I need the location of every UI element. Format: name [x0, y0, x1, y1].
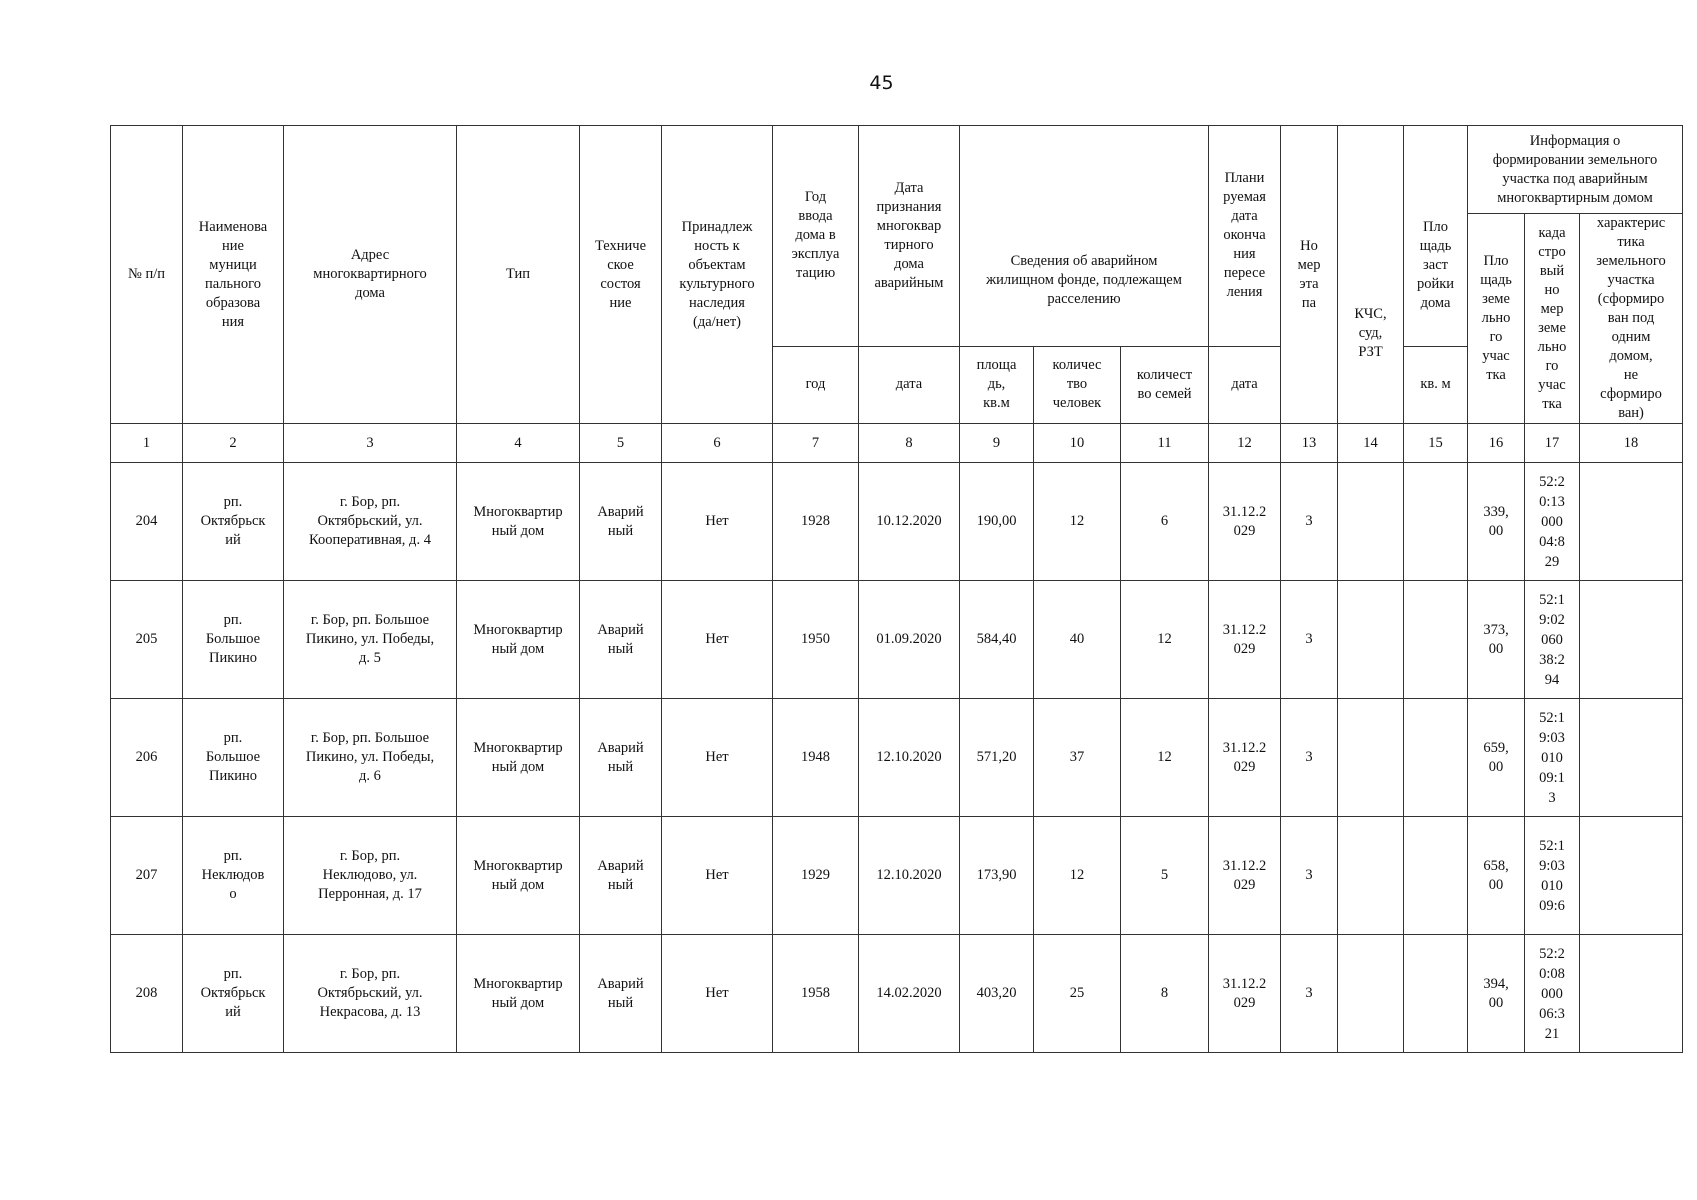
column-number: 18 [1580, 424, 1683, 463]
column-number: 8 [859, 424, 960, 463]
address: г. Бор, рп. Октябрьский, ул. Некрасова, д. 13 [284, 935, 457, 1053]
people-count: 40 [1034, 581, 1121, 699]
year-built: 1958 [773, 935, 859, 1053]
planned-date: 31.12.2 029 [1209, 699, 1281, 817]
table-row [111, 699, 1683, 817]
column-number: 16 [1468, 424, 1525, 463]
heritage: Нет [662, 581, 773, 699]
year-built: 1929 [773, 817, 859, 935]
build-area [1404, 463, 1468, 581]
subheader-year: год [773, 346, 859, 423]
kchs-basis [1338, 817, 1404, 935]
planned-date: 31.12.2 029 [1209, 817, 1281, 935]
heritage: Нет [662, 817, 773, 935]
column-number: 13 [1281, 424, 1338, 463]
column-number: 2 [183, 424, 284, 463]
header-cadastral: када стро вый но мер земе льно го учас тка [1525, 214, 1580, 424]
stage-number: 3 [1281, 817, 1338, 935]
tech-state: Аварий ный [580, 935, 662, 1053]
recognition-date: 01.09.2020 [859, 581, 960, 699]
column-number: 1 [111, 424, 183, 463]
header-kchs: КЧС, суд, РЗТ [1338, 126, 1404, 424]
tech-state: Аварий ный [580, 817, 662, 935]
family-count: 6 [1121, 463, 1209, 581]
page-number: 45 [869, 72, 894, 94]
tech-state: Аварий ный [580, 581, 662, 699]
column-number-row [111, 424, 1683, 463]
column-number: 7 [773, 424, 859, 463]
kchs-basis [1338, 581, 1404, 699]
municipality: рп. Октябрьск ий [183, 935, 284, 1053]
table-body [111, 463, 1683, 1053]
year-built: 1928 [773, 463, 859, 581]
column-number: 11 [1121, 424, 1209, 463]
column-number: 4 [457, 424, 580, 463]
column-number: 14 [1338, 424, 1404, 463]
subheader-area: площа дь, кв.м [960, 346, 1034, 423]
land-characteristic [1580, 817, 1683, 935]
land-area: 394, 00 [1468, 935, 1525, 1053]
municipality: рп. Неклюдов о [183, 817, 284, 935]
land-area: 658, 00 [1468, 817, 1525, 935]
house-type: Многоквартир ный дом [457, 699, 580, 817]
recognition-date: 12.10.2020 [859, 817, 960, 935]
land-area: 339, 00 [1468, 463, 1525, 581]
row-index: 208 [111, 935, 183, 1053]
land-characteristic [1580, 935, 1683, 1053]
header-recognition-date: Дата признания многоквар тирного дома аварийным [859, 126, 960, 347]
header-planned-date: Плани руемая дата оконча ния пересе ления [1209, 126, 1281, 347]
family-count: 5 [1121, 817, 1209, 935]
address: г. Бор, рп. Большое Пикино, ул. Победы, д. 5 [284, 581, 457, 699]
housing-area: 571,20 [960, 699, 1034, 817]
column-number: 9 [960, 424, 1034, 463]
cadastral-number: 52:1 9:03 010 09:6 [1525, 817, 1580, 935]
header-land-info: Информация о формировании земельного участка под аварийным многоквартирным домом [1468, 126, 1683, 214]
build-area [1404, 935, 1468, 1053]
table-row [111, 463, 1683, 581]
header-land-area: Пло щадь земе льно го учас тка [1468, 214, 1525, 424]
subheader-people: количес тво человек [1034, 346, 1121, 423]
year-built: 1950 [773, 581, 859, 699]
recognition-date: 14.02.2020 [859, 935, 960, 1053]
house-type: Многоквартир ный дом [457, 817, 580, 935]
kchs-basis [1338, 463, 1404, 581]
heritage: Нет [662, 699, 773, 817]
column-number: 15 [1404, 424, 1468, 463]
recognition-date: 12.10.2020 [859, 699, 960, 817]
cadastral-number: 52:2 0:08 000 06:3 21 [1525, 935, 1580, 1053]
housing-area: 190,00 [960, 463, 1034, 581]
stage-number: 3 [1281, 581, 1338, 699]
kchs-basis [1338, 935, 1404, 1053]
heritage: Нет [662, 935, 773, 1053]
header-type: Тип [457, 126, 580, 424]
stage-number: 3 [1281, 463, 1338, 581]
table-row [111, 935, 1683, 1053]
tech-state: Аварий ный [580, 699, 662, 817]
row-index: 204 [111, 463, 183, 581]
municipality: рп. Октябрьск ий [183, 463, 284, 581]
build-area [1404, 817, 1468, 935]
header-heritage: Принадлеж ность к объектам культурного наследия (да/нет) [662, 126, 773, 424]
column-number: 10 [1034, 424, 1121, 463]
people-count: 12 [1034, 817, 1121, 935]
family-count: 12 [1121, 581, 1209, 699]
municipality: рп. Большое Пикино [183, 581, 284, 699]
housing-area: 403,20 [960, 935, 1034, 1053]
cadastral-number: 52:1 9:03 010 09:1 3 [1525, 699, 1580, 817]
header-address: Адрес многоквартирного дома [284, 126, 457, 424]
header-year: Год ввода дома в эксплуа тацию [773, 126, 859, 347]
row-index: 205 [111, 581, 183, 699]
row-index: 206 [111, 699, 183, 817]
column-number: 6 [662, 424, 773, 463]
house-type: Многоквартир ный дом [457, 935, 580, 1053]
heritage: Нет [662, 463, 773, 581]
header-build-area: Пло щадь заст ройки дома [1404, 126, 1468, 347]
kchs-basis [1338, 699, 1404, 817]
table-row [111, 581, 1683, 699]
people-count: 37 [1034, 699, 1121, 817]
header-index: № п/п [111, 126, 183, 424]
land-characteristic [1580, 581, 1683, 699]
land-characteristic [1580, 699, 1683, 817]
land-area: 659, 00 [1468, 699, 1525, 817]
planned-date: 31.12.2 029 [1209, 581, 1281, 699]
land-characteristic [1580, 463, 1683, 581]
header-stage: Но мер эта па [1281, 126, 1338, 424]
row-index: 207 [111, 817, 183, 935]
planned-date: 31.12.2 029 [1209, 463, 1281, 581]
cadastral-number: 52:2 0:13 000 04:8 29 [1525, 463, 1580, 581]
header-tech-state: Техниче ское состоя ние [580, 126, 662, 424]
cadastral-number: 52:1 9:02 060 38:2 94 [1525, 581, 1580, 699]
header-municipality: Наименова ние муници пального образова ния [183, 126, 284, 424]
housing-area: 584,40 [960, 581, 1034, 699]
housing-area: 173,90 [960, 817, 1034, 935]
land-area: 373, 00 [1468, 581, 1525, 699]
family-count: 8 [1121, 935, 1209, 1053]
build-area [1404, 699, 1468, 817]
address: г. Бор, рп. Октябрьский, ул. Кооперативная, д. 4 [284, 463, 457, 581]
family-count: 12 [1121, 699, 1209, 817]
subheader-build-unit: кв. м [1404, 346, 1468, 423]
house-type: Многоквартир ный дом [457, 581, 580, 699]
house-type: Многоквартир ный дом [457, 463, 580, 581]
subheader-families: количест во семей [1121, 346, 1209, 423]
people-count: 12 [1034, 463, 1121, 581]
address: г. Бор, рп. Большое Пикино, ул. Победы, д. 6 [284, 699, 457, 817]
header-land-char: характерис тика земельного участка (сформиро ван под одним домом, не сформиро ван) [1580, 214, 1683, 424]
emergency-housing-table [110, 125, 1683, 1053]
column-number: 12 [1209, 424, 1281, 463]
stage-number: 3 [1281, 935, 1338, 1053]
column-number: 5 [580, 424, 662, 463]
planned-date: 31.12.2 029 [1209, 935, 1281, 1053]
header-housing-info: Сведения об аварийном жилищном фонде, подлежащем расселению [960, 126, 1209, 347]
column-number: 3 [284, 424, 457, 463]
subheader-date: дата [859, 346, 960, 423]
address: г. Бор, рп. Неклюдово, ул. Перронная, д. 17 [284, 817, 457, 935]
stage-number: 3 [1281, 699, 1338, 817]
tech-state: Аварий ный [580, 463, 662, 581]
table-row [111, 817, 1683, 935]
subheader-plan-date: дата [1209, 346, 1281, 423]
people-count: 25 [1034, 935, 1121, 1053]
recognition-date: 10.12.2020 [859, 463, 960, 581]
build-area [1404, 581, 1468, 699]
year-built: 1948 [773, 699, 859, 817]
municipality: рп. Большое Пикино [183, 699, 284, 817]
column-number: 17 [1525, 424, 1580, 463]
